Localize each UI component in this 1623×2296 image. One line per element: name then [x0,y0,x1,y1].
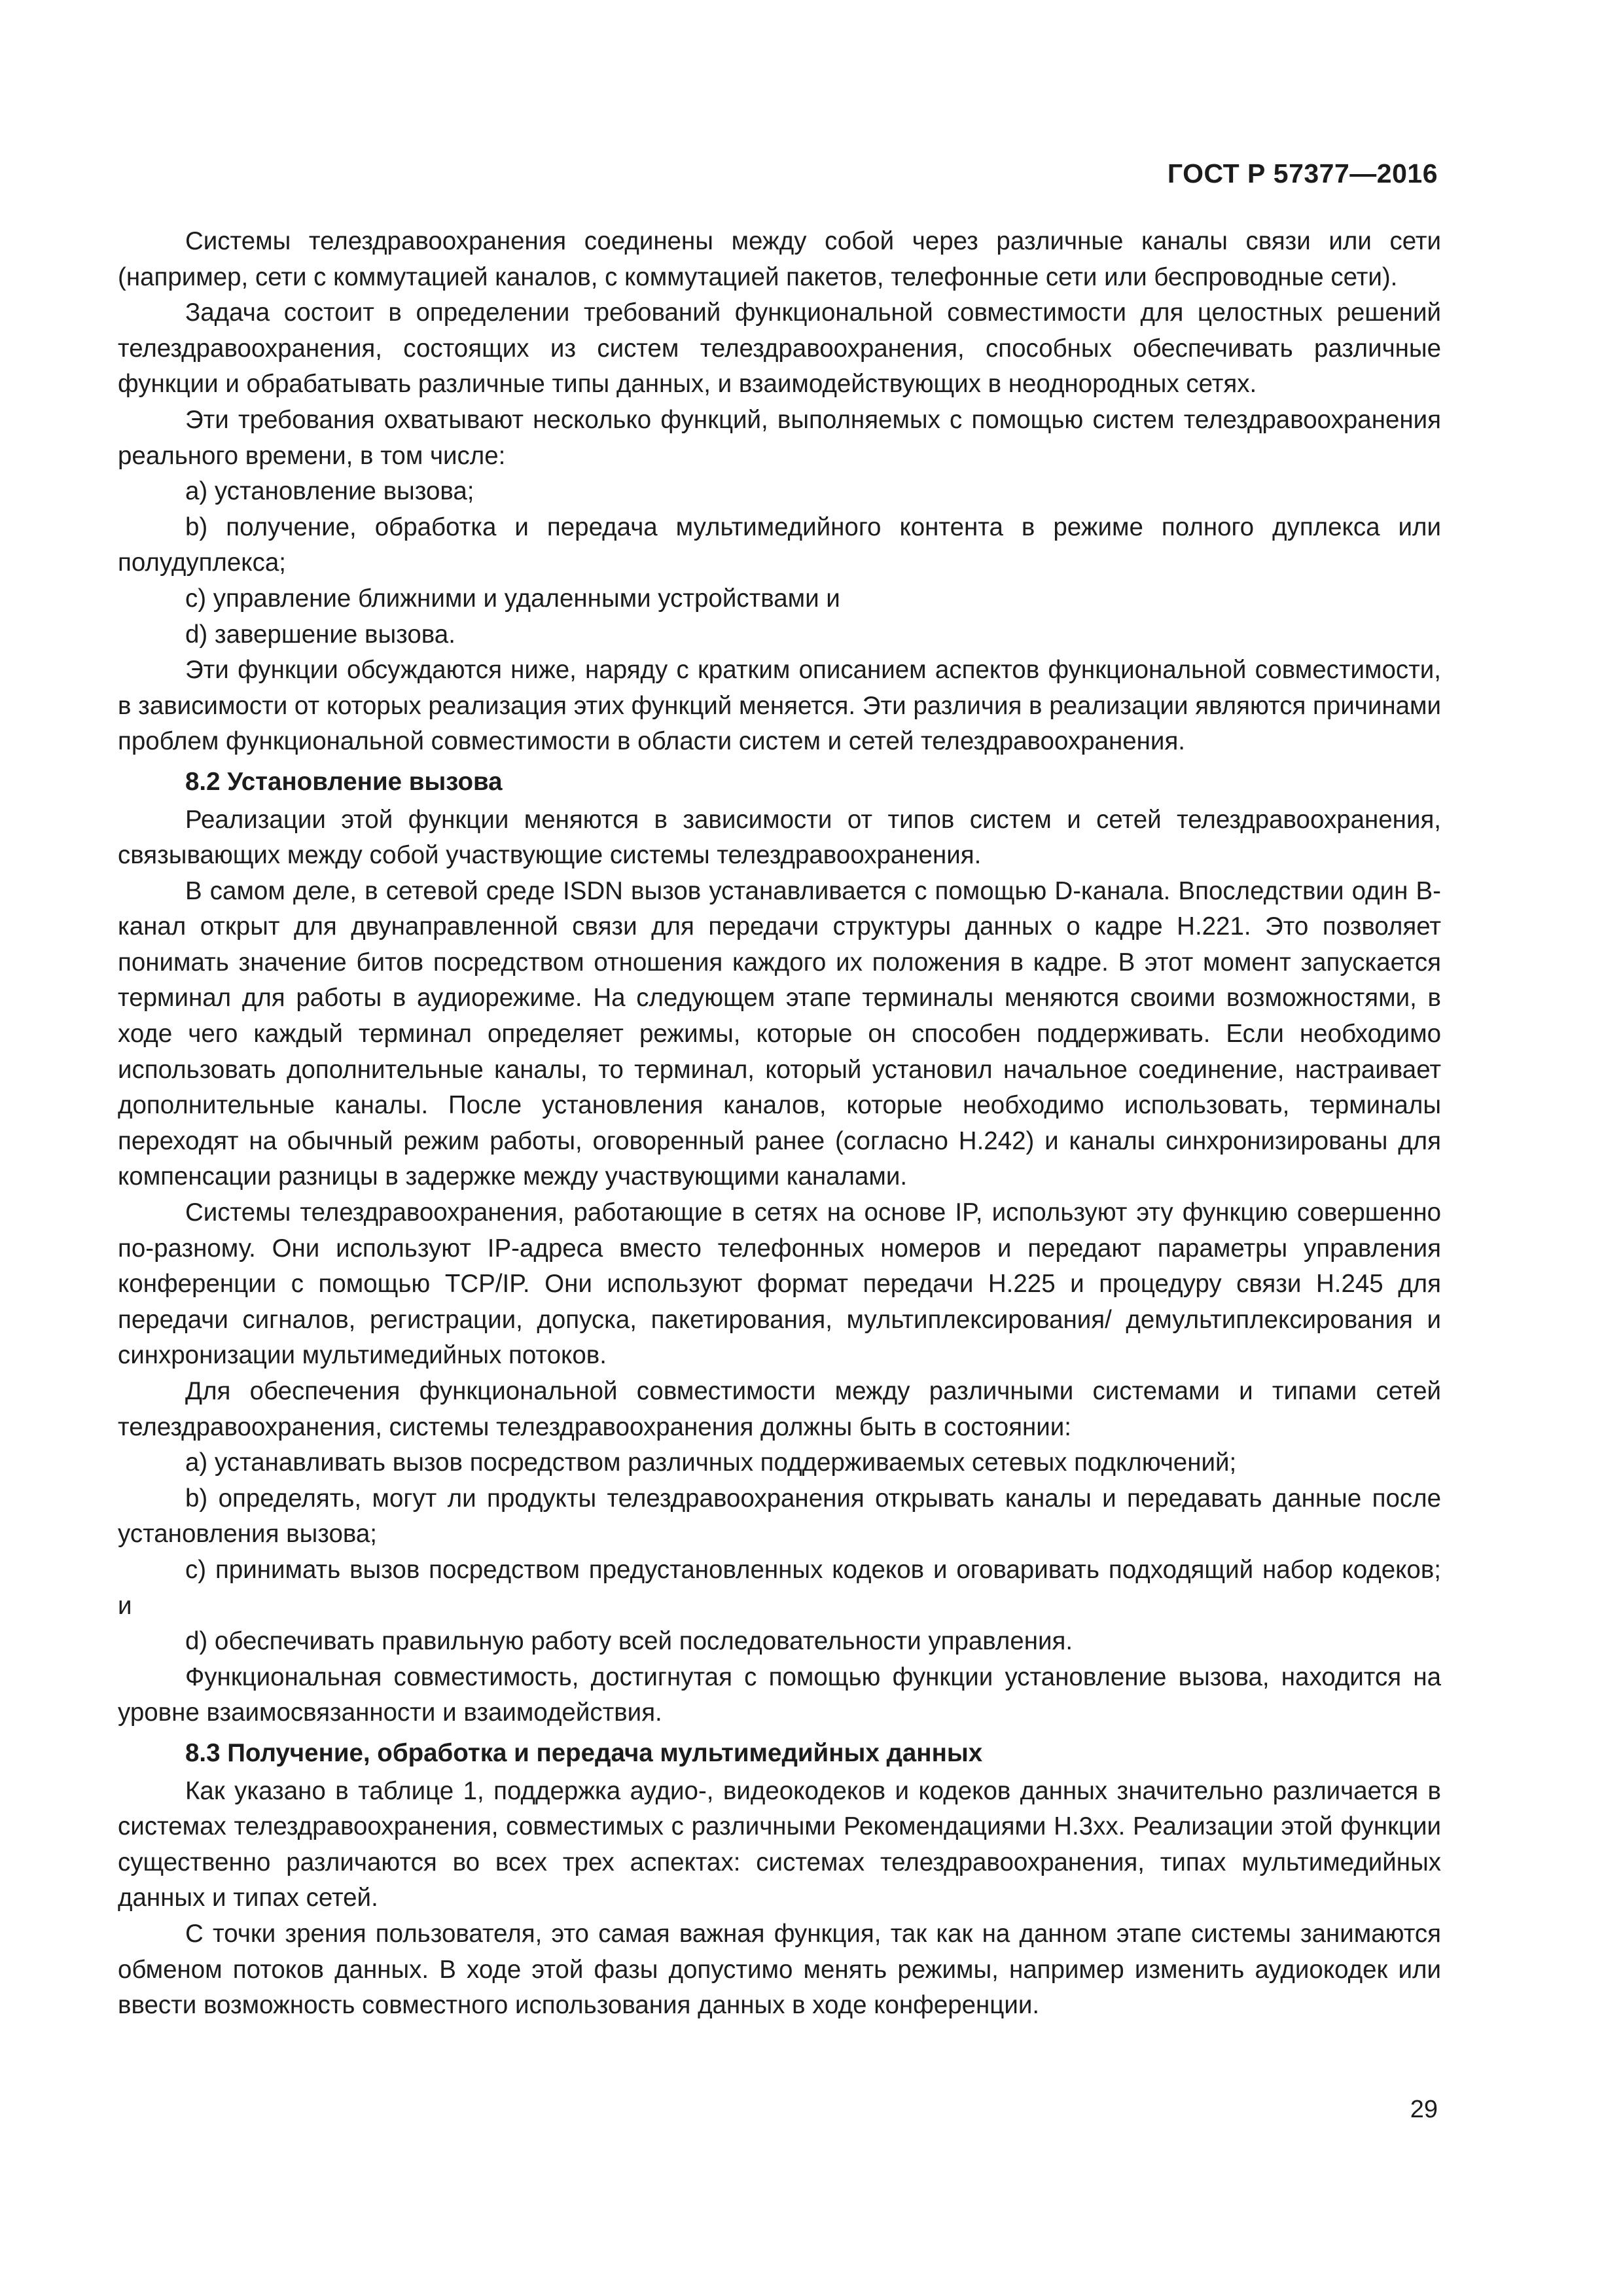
list-item: d) завершение вызова. [185,620,455,649]
paragraph: Функциональная совместимость, достигнутая с помощью функции установление вызова, находится на уровне взаимосвязанности и взаимодействия. [118,1662,1441,1727]
list-item: c) принимать вызов посредством предустановленных кодеков и оговаривать подходящий набор кодеков; и [118,1555,1441,1620]
paragraph: Как указано в таблице 1, поддержка аудио-, видеокодеков и кодеков данных значительно различается в системах телездравоохранения, совместимых с различными Рекомендациями H.3xx. Реализации этой функции существенно различаются во всех трех аспектах: системах телездравоохранения, типах мультимедийных данных и типах сетей. [118,1776,1441,1912]
list-item: a) устанавливать вызов посредством различных поддерживаемых сетевых подключений; [185,1448,1237,1477]
list-item: b) определять, могут ли продукты телездравоохранения открывать каналы и передавать данные после установления вызова; [118,1484,1441,1549]
section-heading-8-2: 8.2 Установление вызова [185,767,503,796]
paragraph: Эти требования охватывают несколько функций, выполняемых с помощью систем телездравоохранения реального времени, в том числе: [118,405,1441,470]
section-heading-8-3: 8.3 Получение, обработка и передача мультимедийных данных [185,1738,983,1767]
document-body [118,224,1441,2024]
paragraph: Реализации этой функции меняются в зависимости от типов систем и сетей телездравоохранения, связывающих между собой участвующие системы телездравоохранения. [118,805,1441,870]
page-number: 29 [1410,2096,1438,2123]
paragraph: Для обеспечения функциональной совместимости между различными системами и типами сетей телездравоохранения, системы телездравоохранения должны быть в состоянии: [118,1377,1441,1441]
list-item: b) получение, обработка и передача мультимедийного контента в режиме полного дуплекса или полудуплекса; [118,512,1441,577]
document-header: ГОСТ Р 57377—2016 [1167,158,1438,188]
paragraph: С точки зрения пользователя, это самая важная функция, так как на данном этапе системы занимаются обменом потоков данных. В ходе этой фазы допустимо менять режимы, например изменить аудиокодек или ввести возможность совместного использования данных в ходе конференции. [118,1919,1441,2020]
list-item: c) управление ближними и удаленными устройствами и [185,584,840,613]
paragraph: Эти функции обсуждаются ниже, наряду с кратким описанием аспектов функциональной совместимости, в зависимости от которых реализация этих функций меняется. Эти различия в реализации являются причинами проблем функциональной совместимости в области систем и сетей телездравоохранения. [118,656,1441,756]
paragraph: Системы телездравоохранения соединены между собой через различные каналы связи или сети (например, сети с коммутацией каналов, с коммутацией пакетов, телефонные сети или беспроводные сети). [118,227,1441,291]
list-item: a) установление вызова; [185,477,474,506]
paragraph: В самом деле, в сетевой среде ISDN вызов устанавливается с помощью D-канала. Впоследствии один B-канал открыт для двунаправленной связи для передачи структуры данных о кадре H.221. Это позволяет понимать значение битов посредством отношения каждого их положения в кадре. В этот момент запускается терминал для работы в аудиорежиме. На следующем этапе терминалы меняются своими возможностями, в ходе чего каждый терминал определяет режимы, которые он способен поддерживать. Если необходимо использовать дополнительные каналы, то терминал, который установил начальное соединение, настраивает дополнительные каналы. После установления каналов, которые необходимо использовать, терминалы переходят на обычный режим работы, оговоренный ранее (согласно H.242) и каналы синхронизированы для компенсации разницы в задержке между участвующими каналами. [118,876,1441,1191]
paragraph: Задача состоит в определении требований функциональной совместимости для целостных решений телездравоохранения, состоящих из систем телездравоохранения, способных обеспечивать различные функции и обрабатывать различные типы данных, и взаимодействующих в неоднородных сетях. [118,298,1441,399]
list-item: d) обеспечивать правильную работу всей последовательности управления. [185,1627,1073,1656]
paragraph: Системы телездравоохранения, работающие в сетях на основе IP, используют эту функцию совершенно по-разному. Они используют IP-адреса вместо телефонных номеров и передают параметры управления конференции с помощью TCP/IP. Они используют формат передачи H.225 и процедуру связи H.245 для передачи сигналов, регистрации, допуска, пакетирования, мультиплексирования/ демультиплексирования и синхронизации мультимедийных потоков. [118,1198,1441,1370]
